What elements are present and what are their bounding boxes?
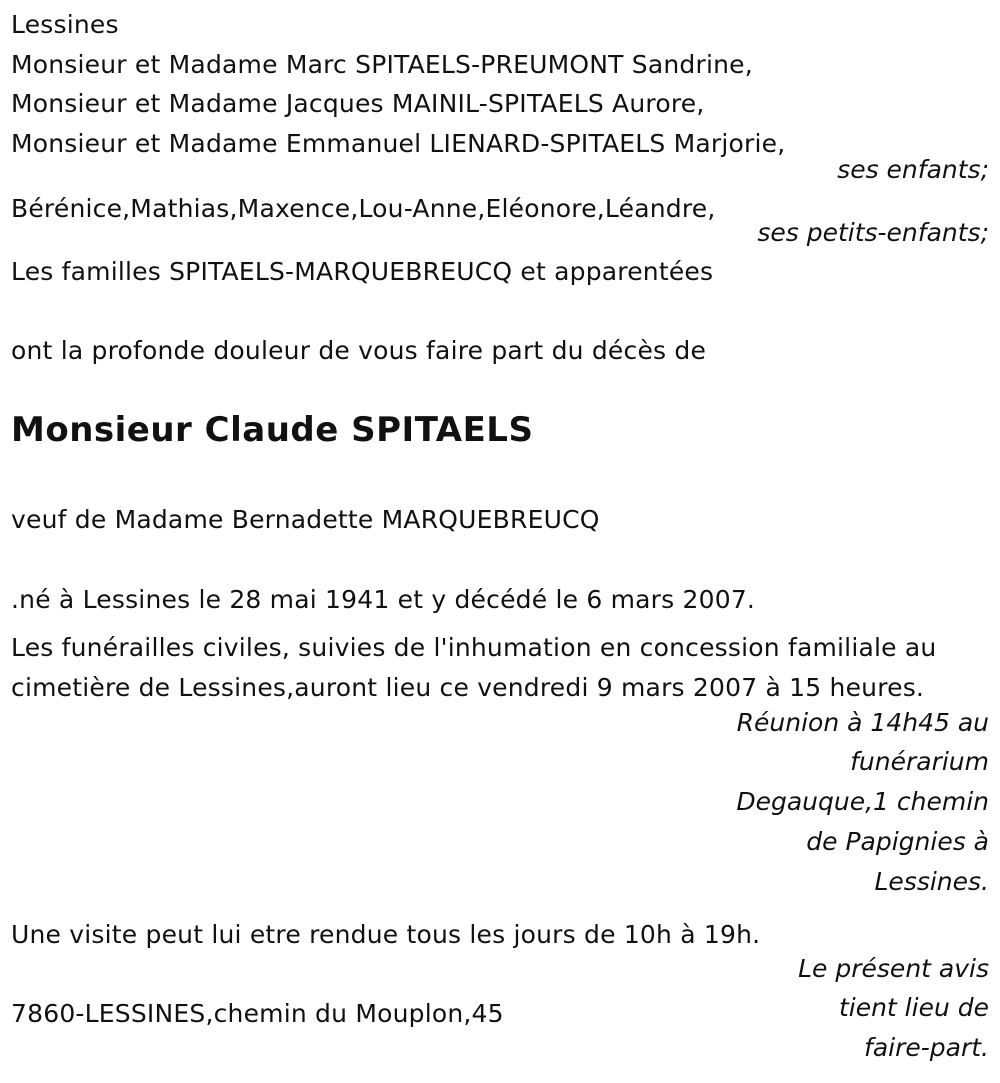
notice-line-3: faire-part. [864,1033,989,1062]
families-line: Les familles SPITAELS-MARQUEBREUCQ et apparentées [11,257,714,286]
address-line: 7860-LESSINES,chemin du Mouplon,45 [11,999,504,1028]
widower-line: veuf de Madame Bernadette MARQUEBREUCQ [11,505,600,534]
announcement-line: ont la profonde douleur de vous faire part du décès de [11,336,707,365]
grandchildren-names: Bérénice,Mathias,Maxence,Lou-Anne,Eléonore,Léandre, [11,194,716,223]
child-line-2: Monsieur et Madame Jacques MAINIL-SPITAELS Aurore, [11,89,705,118]
meeting-line-2: funérarium [850,747,989,776]
funeral-line-2: cimetière de Lessines,auront lieu ce vendredi 9 mars 2007 à 15 heures. [11,673,925,702]
child-line-1: Monsieur et Madame Marc SPITAELS-PREUMONT Sandrine, [11,50,753,79]
visit-line: Une visite peut lui etre rendue tous les jours de 10h à 19h. [11,920,761,949]
meeting-line-1: Réunion à 14h45 au [736,708,989,737]
grandchildren-role: ses petits-enfants; [757,218,989,247]
funeral-line-1: Les funérailles civiles, suivies de l'inhumation en concession familiale au [11,633,937,662]
birth-death-line: .né à Lessines le 28 mai 1941 et y décédé le 6 mars 2007. [11,585,756,614]
meeting-line-5: Lessines. [874,867,989,896]
meeting-line-3: Degauque,1 chemin [736,787,989,816]
deceased-name: Monsieur Claude SPITAELS [11,410,534,450]
children-role: ses enfants; [837,155,989,184]
meeting-line-4: de Papignies à [806,827,989,856]
notice-line-2: tient lieu de [838,993,989,1022]
child-line-3: Monsieur et Madame Emmanuel LIENARD-SPITAELS Marjorie, [11,129,786,158]
place-line: Lessines [11,10,119,39]
notice-line-1: Le présent avis [798,954,989,983]
